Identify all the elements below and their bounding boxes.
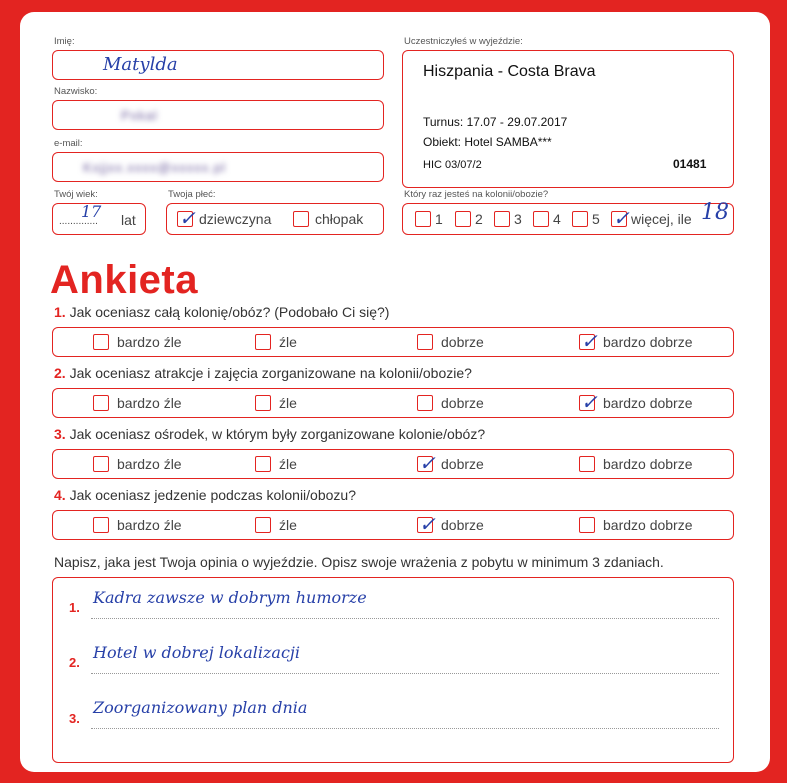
check-mark-icon: ✓ <box>179 206 196 230</box>
writing-line <box>91 618 719 619</box>
answer-option-label: dobrze <box>441 395 484 411</box>
gender-option-boy: chłopak <box>315 211 364 227</box>
name-label: Imię: <box>54 36 75 47</box>
answer-option-label: bardzo dobrze <box>603 334 693 350</box>
answer-option-label: źle <box>279 395 297 411</box>
trip-label: Uczestniczyłeś w wyjeździe: <box>404 36 523 47</box>
question-text: Jak oceniasz całą kolonię/obóz? (Podobało Ci się?) <box>69 304 390 320</box>
question-number: 2. <box>54 365 66 381</box>
answer-checkbox[interactable] <box>255 517 271 533</box>
gender-label: Twoja płeć: <box>168 189 216 200</box>
answer-checkbox[interactable] <box>417 512 436 536</box>
answer-checkbox[interactable] <box>93 456 109 472</box>
times-option-more: więcej, ile <box>631 211 692 227</box>
answer-option-label: dobrze <box>441 334 484 350</box>
answer-checkbox[interactable] <box>417 451 436 475</box>
answer-option-label: bardzo źle <box>117 395 182 411</box>
writing-line <box>91 673 719 674</box>
answer-row-1 <box>52 327 734 357</box>
opinion-line-number: 3. <box>69 711 80 726</box>
answer-checkbox[interactable] <box>93 334 109 350</box>
answer-checkbox[interactable] <box>579 456 595 472</box>
surname-field[interactable] <box>52 100 384 130</box>
times-option-4: 4 <box>553 211 561 227</box>
opinion-line-number: 2. <box>69 655 80 670</box>
answer-option-label: bardzo dobrze <box>603 395 693 411</box>
answer-option-label: bardzo źle <box>117 517 182 533</box>
question-number: 3. <box>54 426 66 442</box>
gender-checkbox-boy[interactable] <box>293 211 309 227</box>
answer-row-3 <box>52 449 734 479</box>
answer-option-label: źle <box>279 517 297 533</box>
answer-row-4 <box>52 510 734 540</box>
check-mark-icon: ✓ <box>419 512 436 536</box>
survey-sheet <box>20 12 770 772</box>
answer-option-label: bardzo dobrze <box>603 517 693 533</box>
question-number: 4. <box>54 487 66 503</box>
trip-number: 01481 <box>673 157 707 171</box>
answer-row-2 <box>52 388 734 418</box>
times-checkbox-3[interactable] <box>494 211 510 227</box>
times-option-3: 3 <box>514 211 522 227</box>
times-checkbox-more[interactable] <box>611 206 630 230</box>
trip-destination: Hiszpania - Costa Brava <box>423 63 596 80</box>
name-field[interactable] <box>52 50 384 80</box>
trip-object: Obiekt: Hotel SAMBA*** <box>423 135 552 149</box>
gender-option-girl: dziewczyna <box>199 211 272 227</box>
question-number: 1. <box>54 304 66 320</box>
answer-option-label: bardzo dobrze <box>603 456 693 472</box>
question-4 <box>54 487 356 503</box>
times-checkbox-2[interactable] <box>455 211 471 227</box>
question-text: Jak oceniasz atrakcje i zajęcia zorganizowane na kolonii/obozie? <box>69 365 472 381</box>
opinion-line-text: Hotel w dobrej lokalizacji <box>93 643 300 662</box>
check-mark-icon: ✓ <box>581 390 598 414</box>
times-checkbox-5[interactable] <box>572 211 588 227</box>
question-text: Jak oceniasz jedzenie podczas kolonii/obozu? <box>69 487 356 503</box>
name-value: Matylda <box>103 54 178 75</box>
answer-checkbox[interactable] <box>255 395 271 411</box>
surname-label: Nazwisko: <box>54 86 98 97</box>
opinion-box[interactable] <box>52 577 734 763</box>
times-option-1: 1 <box>435 211 443 227</box>
answer-option-label: źle <box>279 456 297 472</box>
answer-checkbox[interactable] <box>255 334 271 350</box>
times-option-2: 2 <box>475 211 483 227</box>
answer-checkbox[interactable] <box>417 395 433 411</box>
answer-checkbox[interactable] <box>93 395 109 411</box>
gender-checkbox-girl[interactable] <box>177 206 196 230</box>
writing-line <box>91 728 719 729</box>
check-mark-icon: ✓ <box>581 329 598 353</box>
age-label: Twój wiek: <box>54 189 98 200</box>
times-option-5: 5 <box>592 211 600 227</box>
answer-option-label: bardzo źle <box>117 456 182 472</box>
opinion-line-number: 1. <box>69 600 80 615</box>
check-mark-icon: ✓ <box>613 206 630 230</box>
answer-option-label: dobrze <box>441 456 484 472</box>
surname-value: Pxkal <box>121 108 158 123</box>
email-label: e-mail: <box>54 138 83 149</box>
answer-checkbox[interactable] <box>579 329 598 353</box>
question-1 <box>54 304 389 320</box>
answer-option-label: źle <box>279 334 297 350</box>
question-3 <box>54 426 485 442</box>
survey-title: Ankieta <box>50 258 198 302</box>
times-checkbox-1[interactable] <box>415 211 431 227</box>
times-more-value: 18 <box>701 200 729 225</box>
trip-info-box <box>402 50 734 188</box>
opinion-line-text: Zoorganizowany plan dnia <box>93 698 308 717</box>
answer-option-label: dobrze <box>441 517 484 533</box>
question-text: Jak oceniasz ośrodek, w którym były zorganizowane kolonie/obóz? <box>69 426 486 442</box>
trip-code: HIC 03/07/2 <box>423 159 482 171</box>
age-field[interactable] <box>52 203 146 235</box>
trip-turnus: Turnus: 17.07 - 29.07.2017 <box>423 115 568 129</box>
answer-checkbox[interactable] <box>255 456 271 472</box>
times-label: Który raz jesteś na kolonii/obozie? <box>404 189 549 200</box>
answer-checkbox[interactable] <box>579 517 595 533</box>
times-checkbox-4[interactable] <box>533 211 549 227</box>
opinion-prompt: Napisz, jaka jest Twoja opinia o wyjeździe. Opisz swoje wrażenia z pobytu w minimum 3 zdaniach. <box>54 554 664 570</box>
question-2 <box>54 365 472 381</box>
gender-field <box>166 203 384 235</box>
answer-checkbox[interactable] <box>417 334 433 350</box>
answer-option-label: bardzo źle <box>117 334 182 350</box>
age-dots: .............. <box>59 216 98 227</box>
check-mark-icon: ✓ <box>419 451 436 475</box>
answer-checkbox[interactable] <box>93 517 109 533</box>
age-unit: lat <box>121 212 136 228</box>
age-value: 17 <box>81 202 102 221</box>
email-value: Kxjjxx.xxxx@xxxxx.pl <box>83 160 226 175</box>
times-field <box>402 200 734 235</box>
opinion-line-text: Kadra zawsze w dobrym humorze <box>93 588 367 607</box>
answer-checkbox[interactable] <box>579 390 598 414</box>
email-field[interactable] <box>52 152 384 182</box>
